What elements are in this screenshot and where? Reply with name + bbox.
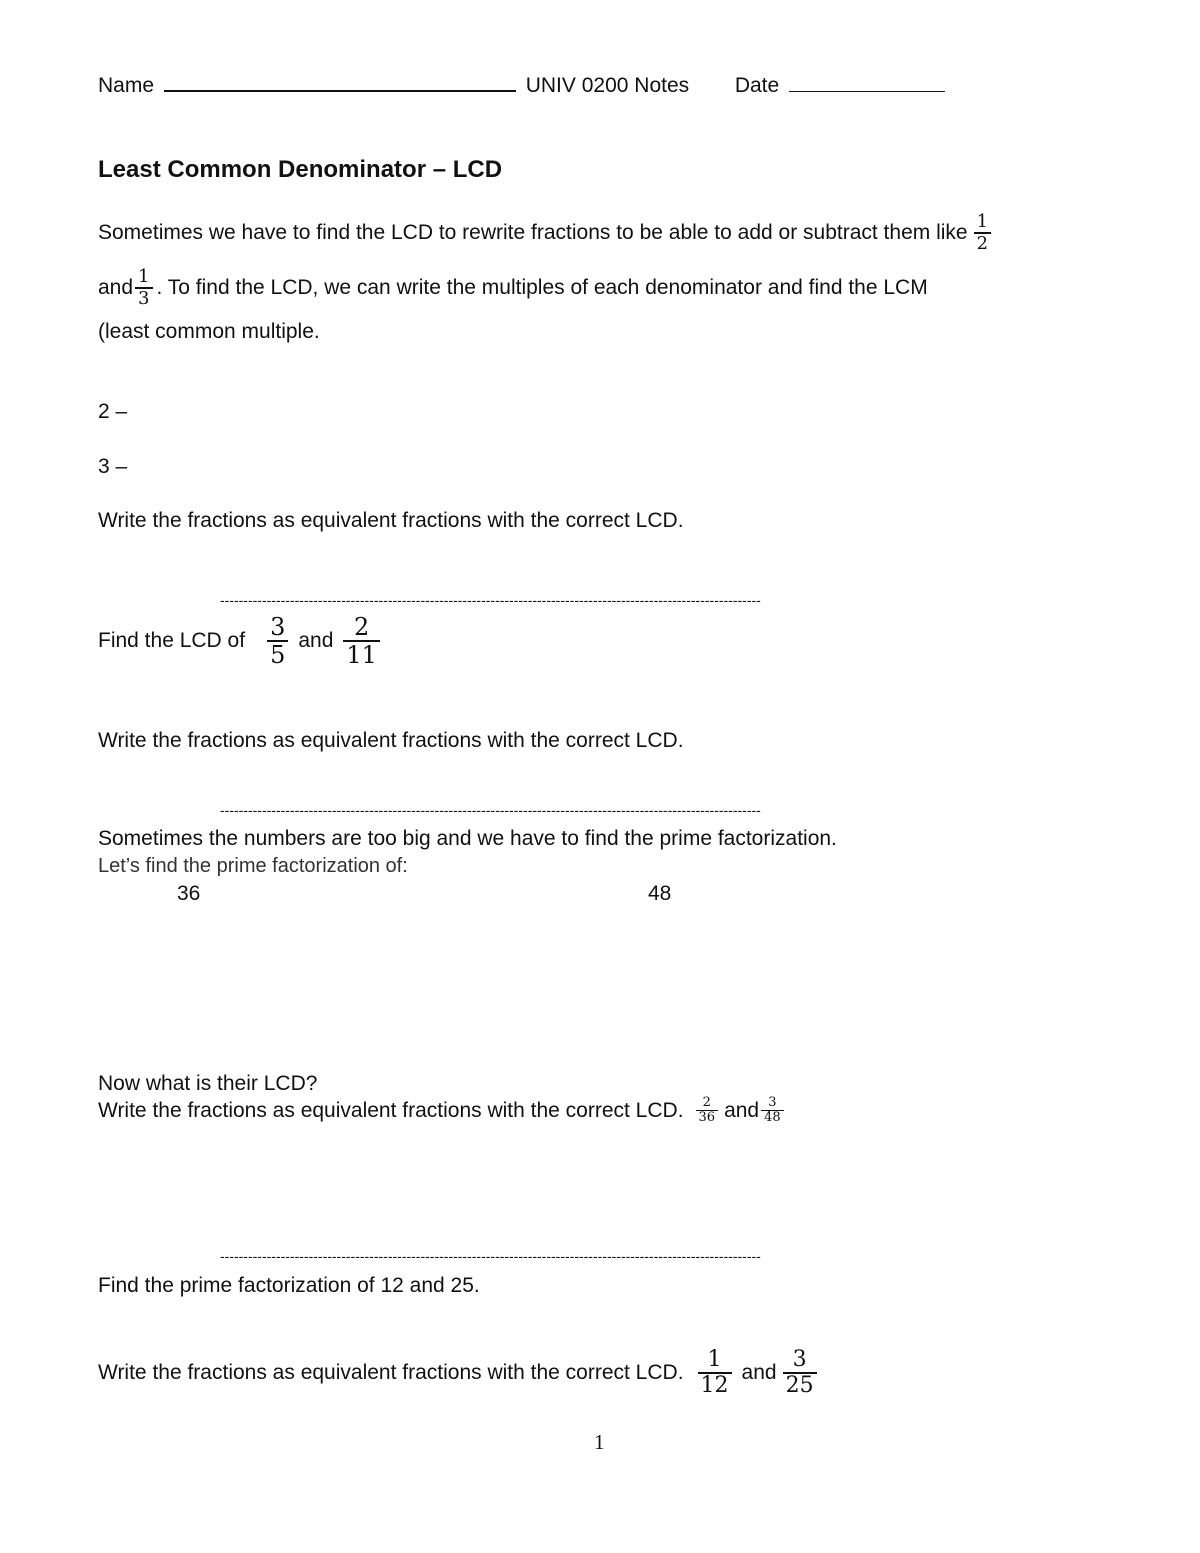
fraction-three-fortyeighths [761,1096,784,1126]
page-number: 1 [594,1430,605,1454]
fraction-three-fifths [267,614,288,669]
fraction-numerator: 3 [270,613,286,641]
instruction-4-row [98,1348,823,1398]
fraction-numerator: 2 [702,1095,711,1110]
and-label: and [298,629,334,653]
intro-line-3: (least common multiple. [98,320,320,343]
intro-line-2 [98,267,928,309]
fraction-denominator: 48 [764,1110,781,1126]
name-label: Name [98,74,155,97]
fraction-numerator: 1 [976,211,989,232]
separator-1: -------------------------------------------------------------------------------------------------------------------- [220,592,761,608]
fraction-numerator: 3 [792,1347,807,1372]
fraction-numerator: 3 [768,1095,777,1110]
fraction-denominator: 2 [976,232,989,254]
fraction-three-twentyfifths [783,1348,817,1398]
course-label: UNIV 0200 Notes [525,74,690,97]
fraction-denominator: 11 [346,641,377,670]
date-blank [789,87,945,92]
intro-and: and [98,275,134,299]
and-label: and [741,1361,777,1385]
page-title: Least Common Denominator – LCD [98,156,503,183]
separator-3: -------------------------------------------------------------------------------------------------------------------- [220,1248,761,1264]
lcd-question: Now what is their LCD? [98,1072,318,1095]
number-48: 48 [648,882,672,905]
fraction-one-twelfth [698,1348,732,1398]
fraction-one-third [135,267,152,309]
intro-text-1: Sometimes we have to find the LCD to rewrite fractions to be able to add or subtract them like [98,220,968,244]
fraction-numerator: 1 [707,1347,722,1372]
fraction-denominator: 5 [270,641,286,670]
find-lcd-row [98,614,386,669]
fraction-two-elevenths [343,614,380,669]
instruction-2: Write the fractions as equivalent fractions with the correct LCD. [98,729,684,752]
separator-2: -------------------------------------------------------------------------------------------------------------------- [220,802,761,818]
prime-intro: Sometimes the numbers are too big and we have to find the prime factorization. [98,827,837,850]
fraction-denominator: 36 [698,1110,716,1126]
date-label: Date [734,74,780,97]
intro-text-2: . To find the LCD, we can write the multiples of each denominator and find the LCM [156,275,928,299]
fraction-numerator: 2 [354,613,370,641]
fraction-one-half [974,212,991,254]
number-36: 36 [177,882,201,905]
fraction-two-thirtysixths [696,1096,719,1126]
instruction-1: Write the fractions as equivalent fractions with the correct LCD. [98,509,684,532]
prime-prompt: Let’s find the prime factorization of: [98,855,408,877]
multiples-of-2: 2 – [98,400,128,423]
and-label: and [724,1098,760,1122]
instruction-3-row [98,1096,790,1126]
intro-line-1 [98,212,997,254]
fraction-denominator: 3 [138,287,150,309]
find-lcd-prompt: Find the LCD of [98,629,246,653]
fraction-denominator: 25 [785,1373,814,1399]
instruction-3: Write the fractions as equivalent fractions with the correct LCD. [98,1098,684,1122]
multiples-of-3: 3 – [98,455,128,478]
name-blank [164,86,516,92]
header-row [98,74,949,98]
instruction-4: Write the fractions as equivalent fractions with the correct LCD. [98,1361,684,1385]
fraction-numerator: 1 [138,266,150,287]
prime-12-25-prompt: Find the prime factorization of 12 and 25. [98,1274,480,1297]
fraction-denominator: 12 [700,1373,729,1399]
